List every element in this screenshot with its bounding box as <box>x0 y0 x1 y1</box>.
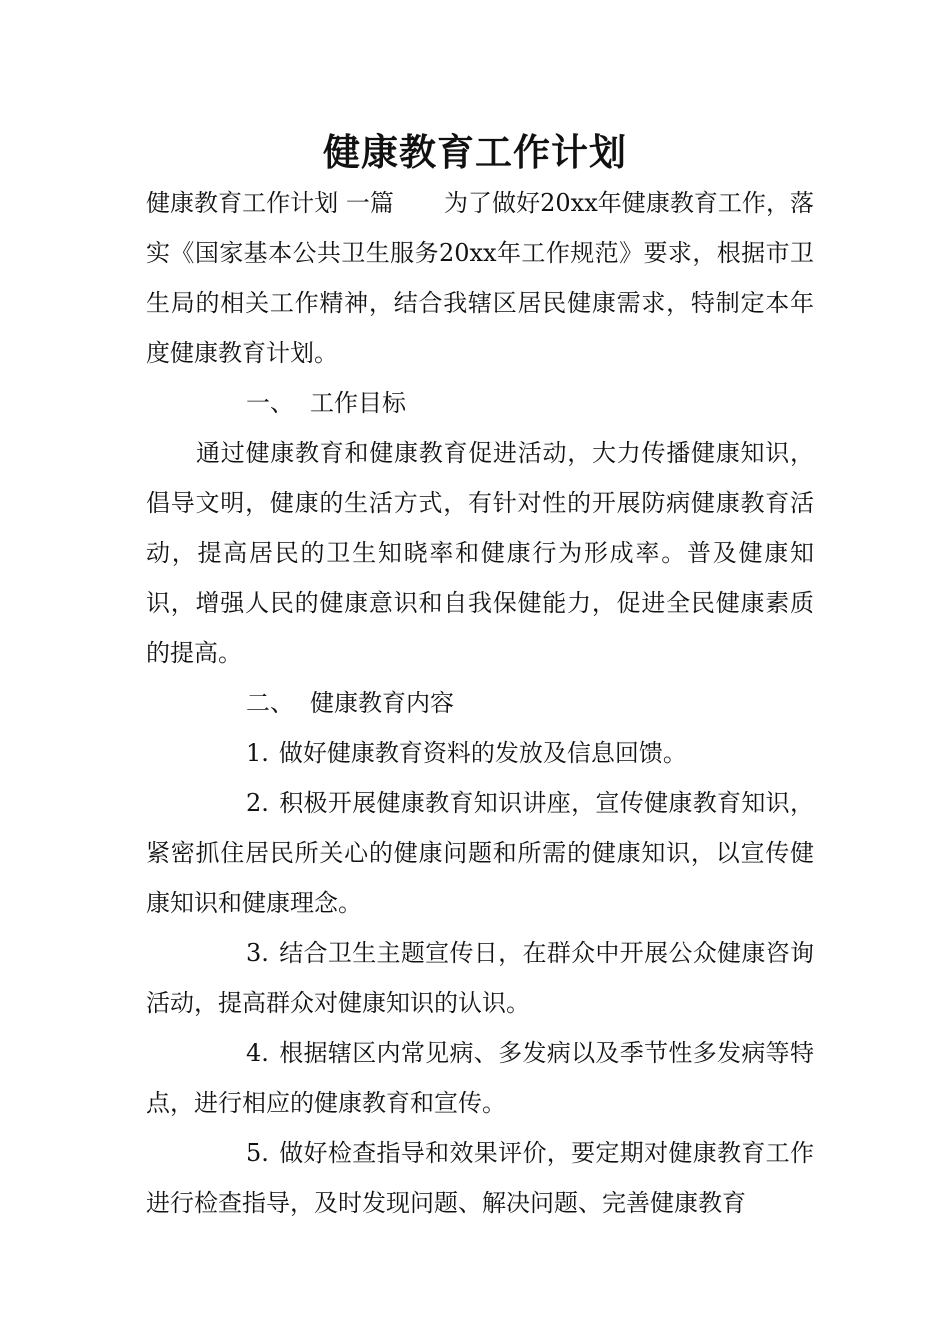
list-item-text: 做好检查指导和效果评价，要定期对健康教育工作进行检查指导，及时发现问题、解决问题、完善健康教育 <box>146 1139 814 1217</box>
section-title-1: 工作目标 <box>310 389 406 417</box>
document-body <box>146 178 814 1228</box>
list-item-number: 4. <box>246 1039 269 1067</box>
section-heading-1 <box>146 378 814 428</box>
list-item <box>146 928 814 1028</box>
section-number-1: 一、 <box>246 389 294 417</box>
intro-lead: 健康教育工作计划 一篇 <box>146 189 394 217</box>
intro-text: 为了做好20xx年健康教育工作，落实《国家基本公共卫生服务20xx年工作规范》要求，根据市卫生局的相关工作精神，结合我辖区居民健康需求，特制定本年度健康教育计划。 <box>146 189 814 367</box>
list-item <box>146 778 814 928</box>
document-title: 健康教育工作计划 <box>323 130 627 174</box>
list-item-number: 5. <box>246 1139 269 1167</box>
section-paragraph-1: 通过健康教育和健康教育促进活动，大力传播健康知识，倡导文明，健康的生活方式，有针对性的开展防病健康教育活动，提高居民的卫生知晓率和健康行为形成率。普及健康知识，增强人民的健康意识和自我保健能力，促进全民健康素质的提高。 <box>146 439 814 667</box>
list-item-text: 做好健康教育资料的发放及信息回馈。 <box>278 739 687 767</box>
list-item-number: 3. <box>246 939 269 967</box>
list-item-number: 2. <box>246 789 269 817</box>
list-item-text: 结合卫生主题宣传日，在群众中开展公众健康咨询活动，提高群众对健康知识的认识。 <box>146 939 814 1017</box>
section-number-2: 二、 <box>246 689 294 717</box>
list-item-number: 1. <box>246 739 269 767</box>
list-item <box>146 1128 814 1228</box>
intro-paragraph <box>146 178 814 378</box>
section-title-2: 健康教育内容 <box>310 689 454 717</box>
list-item-text: 积极开展健康教育知识讲座，宣传健康教育知识，紧密抓住居民所关心的健康问题和所需的健康知识，以宣传健康知识和健康理念。 <box>146 789 814 917</box>
section-heading-2 <box>146 678 814 728</box>
list-item <box>146 728 814 778</box>
list-item-text: 根据辖区内常见病、多发病以及季节性多发病等特点，进行相应的健康教育和宣传。 <box>146 1039 814 1117</box>
list-item <box>146 1028 814 1128</box>
